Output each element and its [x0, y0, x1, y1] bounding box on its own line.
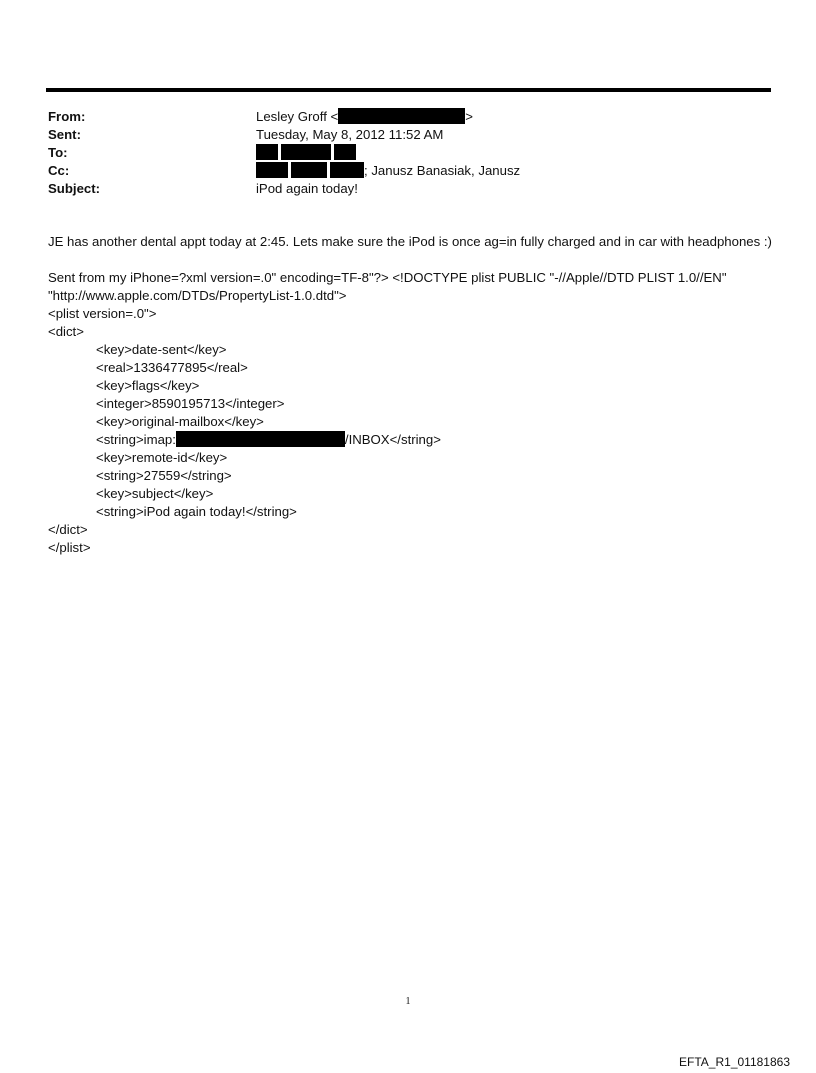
bates-number: EFTA_R1_01181863 — [679, 1055, 790, 1069]
page-number: 1 — [405, 996, 411, 1007]
subject-value: iPod again today! — [256, 181, 358, 196]
cc-label: Cc: — [48, 163, 70, 178]
from-value — [256, 108, 473, 126]
plist-line: <string>27559</string> — [96, 468, 232, 483]
redaction-box — [330, 162, 364, 178]
plist-line: <key>date-sent</key> — [96, 342, 227, 357]
redaction-box — [334, 144, 356, 160]
redaction-box — [291, 162, 327, 178]
sent-label: Sent: — [48, 127, 81, 142]
plist-line: <key>original-mailbox</key> — [96, 414, 264, 429]
redaction-box — [256, 162, 288, 178]
redaction-box — [176, 431, 345, 447]
sent-from-line: Sent from my iPhone=?xml version=.0" encoding=TF-8"?> <!DOCTYPE plist PUBLIC "-//Apple//DTD PLIST 1.0//EN" — [48, 270, 727, 285]
redaction-box — [338, 108, 465, 124]
to-label: To: — [48, 145, 68, 160]
plist-line — [48, 431, 778, 449]
plist-line: <key>flags</key> — [96, 378, 200, 393]
to-value — [256, 144, 356, 162]
cc-value — [256, 162, 520, 180]
plist-line: <real>1336477895</real> — [96, 360, 248, 375]
subject-label: Subject: — [48, 181, 101, 196]
sent-value: Tuesday, May 8, 2012 11:52 AM — [256, 127, 444, 142]
dict-close: </dict> — [48, 522, 88, 537]
redaction-box — [281, 144, 331, 160]
from-close: > — [465, 109, 473, 124]
message-text: JE has another dental appt today at 2:45. Lets make sure the iPod is once ag=in fully charged and in car with headphones :) — [48, 234, 772, 249]
header-rule — [46, 88, 771, 92]
cc-names: ; Janusz Banasiak, Janusz — [364, 163, 521, 178]
plist-line: <key>subject</key> — [96, 486, 214, 501]
email-body — [48, 233, 778, 557]
from-label: From: — [48, 109, 86, 124]
plist-line: <key>remote-id</key> — [96, 450, 228, 465]
plist-open: <plist version=.0"> — [48, 306, 157, 321]
dict-open: <dict> — [48, 324, 84, 339]
plist-close: </plist> — [48, 540, 91, 555]
redaction-box — [256, 144, 278, 160]
imap-prefix: <string>imap: — [96, 432, 176, 447]
dtd-url-line: "http://www.apple.com/DTDs/PropertyList-1.0.dtd"> — [48, 288, 347, 303]
imap-suffix: /INBOX</string> — [344, 432, 441, 447]
plist-line: <string>iPod again today!</string> — [96, 504, 297, 519]
plist-line: <integer>8590195713</integer> — [96, 396, 285, 411]
from-name: Lesley Groff < — [256, 109, 339, 124]
